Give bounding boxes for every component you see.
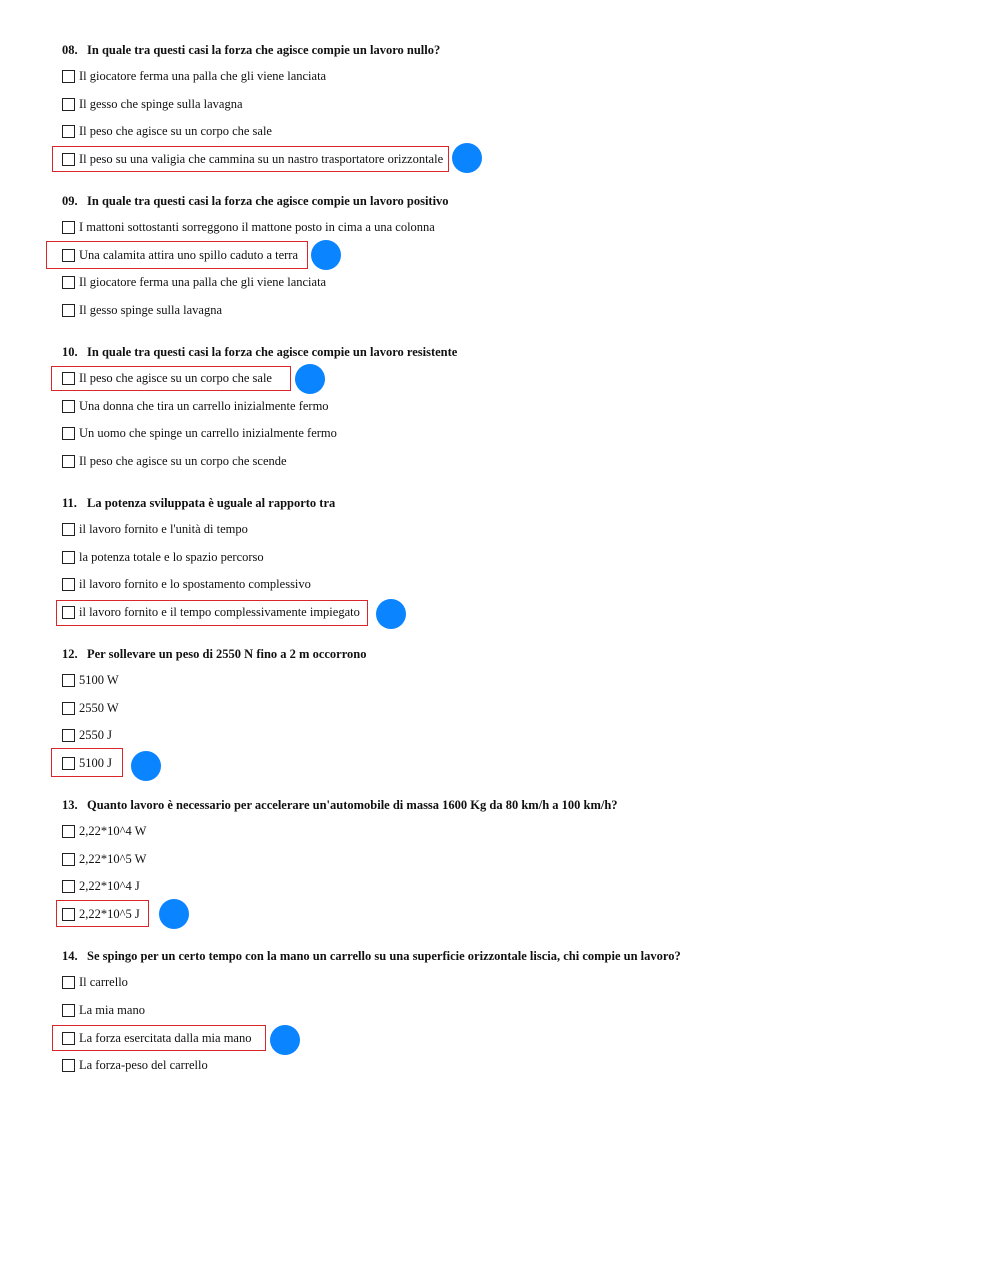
option-label: Il giocatore ferma una palla che gli viene lanciata (79, 69, 327, 83)
option-11-b[interactable] (62, 549, 264, 565)
question-number: 12. (62, 647, 78, 661)
checkbox[interactable] (62, 125, 75, 138)
checkbox[interactable] (62, 729, 75, 742)
option-14-d[interactable] (62, 1057, 208, 1073)
checkbox[interactable] (62, 578, 75, 591)
selected-answer-highlight (52, 146, 449, 172)
selection-marker-dot (295, 364, 325, 394)
option-10-c[interactable] (62, 425, 337, 441)
option-label: La mia mano (79, 1003, 145, 1017)
checkbox[interactable] (62, 880, 75, 893)
option-label: il lavoro fornito e l'unità di tempo (79, 522, 248, 536)
question-13-title (62, 797, 618, 813)
option-label: 5100 J (79, 756, 112, 770)
option-13-c[interactable] (62, 878, 140, 894)
option-label: 2,22*10^4 W (79, 824, 147, 838)
selection-marker-dot (311, 240, 341, 270)
option-label: Il peso che agisce su un corpo che sale (79, 124, 272, 138)
question-number: 10. (62, 345, 78, 359)
selected-answer-highlight (56, 900, 149, 927)
option-13-b[interactable] (62, 851, 146, 867)
option-label: 2,22*10^5 J (79, 907, 140, 921)
checkbox[interactable] (62, 70, 75, 83)
checkbox[interactable] (62, 304, 75, 317)
checkbox[interactable] (62, 551, 75, 564)
option-label: 2550 W (79, 701, 119, 715)
question-text: Se spingo per un certo tempo con la mano un carrello su una superficie orizzontale liscia, chi compie un lavoro? (87, 949, 681, 963)
selection-marker-dot (159, 899, 189, 929)
option-label: la potenza totale e lo spazio percorso (79, 550, 264, 564)
checkbox[interactable] (62, 400, 75, 413)
option-13-a[interactable] (62, 823, 146, 839)
option-09-c[interactable] (62, 274, 326, 290)
option-label: Il gesso spinge sulla lavagna (79, 303, 223, 317)
question-12-title (62, 646, 367, 662)
option-label: I mattoni sottostanti sorreggono il mattone posto in cima a una colonna (79, 220, 435, 234)
option-label: Una donna che tira un carrello inizialmente fermo (79, 399, 329, 413)
option-08-b[interactable] (62, 96, 243, 112)
option-label: il lavoro fornito e lo spostamento complessivo (79, 577, 311, 591)
selection-marker-dot (270, 1025, 300, 1055)
option-label: 2,22*10^5 W (79, 852, 147, 866)
option-label: Un uomo che spinge un carrello inizialmente fermo (79, 426, 337, 440)
checkbox[interactable] (62, 455, 75, 468)
option-09-a[interactable] (62, 219, 435, 235)
option-11-a[interactable] (62, 521, 248, 537)
question-10-title (62, 344, 457, 360)
checkbox[interactable] (62, 853, 75, 866)
option-08-a[interactable] (62, 68, 326, 84)
question-11-title (62, 495, 335, 511)
selection-marker-dot (452, 143, 482, 173)
question-number: 14. (62, 949, 78, 963)
selected-answer-highlight (51, 366, 291, 391)
option-label: La forza-peso del carrello (79, 1058, 208, 1072)
question-14-title (62, 948, 681, 964)
checkbox[interactable] (62, 221, 75, 234)
checkbox[interactable] (62, 674, 75, 687)
selected-answer-highlight (51, 748, 123, 777)
option-label: Una calamita attira uno spillo caduto a terra (79, 248, 299, 262)
option-12-c[interactable] (62, 727, 112, 743)
checkbox[interactable] (62, 1004, 75, 1017)
question-09-title (62, 193, 449, 209)
selected-answer-highlight (56, 600, 368, 626)
question-number: 09. (62, 194, 78, 208)
option-label: 5100 W (79, 673, 119, 687)
option-label: 2550 J (79, 728, 112, 742)
question-text: In quale tra questi casi la forza che agisce compie un lavoro resistente (87, 345, 458, 359)
option-10-d[interactable] (62, 453, 287, 469)
selected-answer-highlight (52, 1025, 266, 1051)
option-14-b[interactable] (62, 1002, 145, 1018)
question-text: La potenza sviluppata è uguale al rapporto tra (87, 496, 336, 510)
option-08-c[interactable] (62, 123, 272, 139)
question-text: Quanto lavoro è necessario per accelerare un'automobile di massa 1600 Kg da 80 km/h a 100 km/h? (87, 798, 618, 812)
checkbox[interactable] (62, 1059, 75, 1072)
option-label: Il carrello (79, 975, 128, 989)
checkbox[interactable] (62, 523, 75, 536)
question-08-title (62, 42, 440, 58)
option-label: Il peso che agisce su un corpo che sale (79, 371, 272, 385)
question-text: Per sollevare un peso di 2550 N fino a 2 m occorrono (87, 647, 367, 661)
option-label: Il gesso che spinge sulla lavagna (79, 97, 243, 111)
checkbox[interactable] (62, 702, 75, 715)
option-14-a[interactable] (62, 974, 128, 990)
option-label: Il peso su una valigia che cammina su un nastro trasportatore orizzontale (79, 152, 444, 166)
option-09-d[interactable] (62, 302, 222, 318)
checkbox[interactable] (62, 427, 75, 440)
checkbox[interactable] (62, 976, 75, 989)
selected-answer-highlight (46, 241, 308, 269)
checkbox[interactable] (62, 825, 75, 838)
option-label: Il peso che agisce su un corpo che scende (79, 454, 287, 468)
option-label: 2,22*10^4 J (79, 879, 140, 893)
option-label: Il giocatore ferma una palla che gli viene lanciata (79, 275, 327, 289)
question-number: 13. (62, 798, 78, 812)
option-12-b[interactable] (62, 700, 119, 716)
option-label: il lavoro fornito e il tempo complessivamente impiegato (79, 605, 360, 619)
question-text: In quale tra questi casi la forza che agisce compie un lavoro positivo (87, 194, 449, 208)
question-number: 11. (62, 496, 77, 510)
question-text: In quale tra questi casi la forza che agisce compie un lavoro nullo? (87, 43, 441, 57)
selection-marker-dot (376, 599, 406, 629)
question-number: 08. (62, 43, 78, 57)
checkbox[interactable] (62, 276, 75, 289)
option-label: La forza esercitata dalla mia mano (79, 1031, 252, 1045)
selection-marker-dot (131, 751, 161, 781)
option-12-a[interactable] (62, 672, 119, 688)
checkbox[interactable] (62, 98, 75, 111)
option-11-c[interactable] (62, 576, 311, 592)
option-10-b[interactable] (62, 398, 329, 414)
